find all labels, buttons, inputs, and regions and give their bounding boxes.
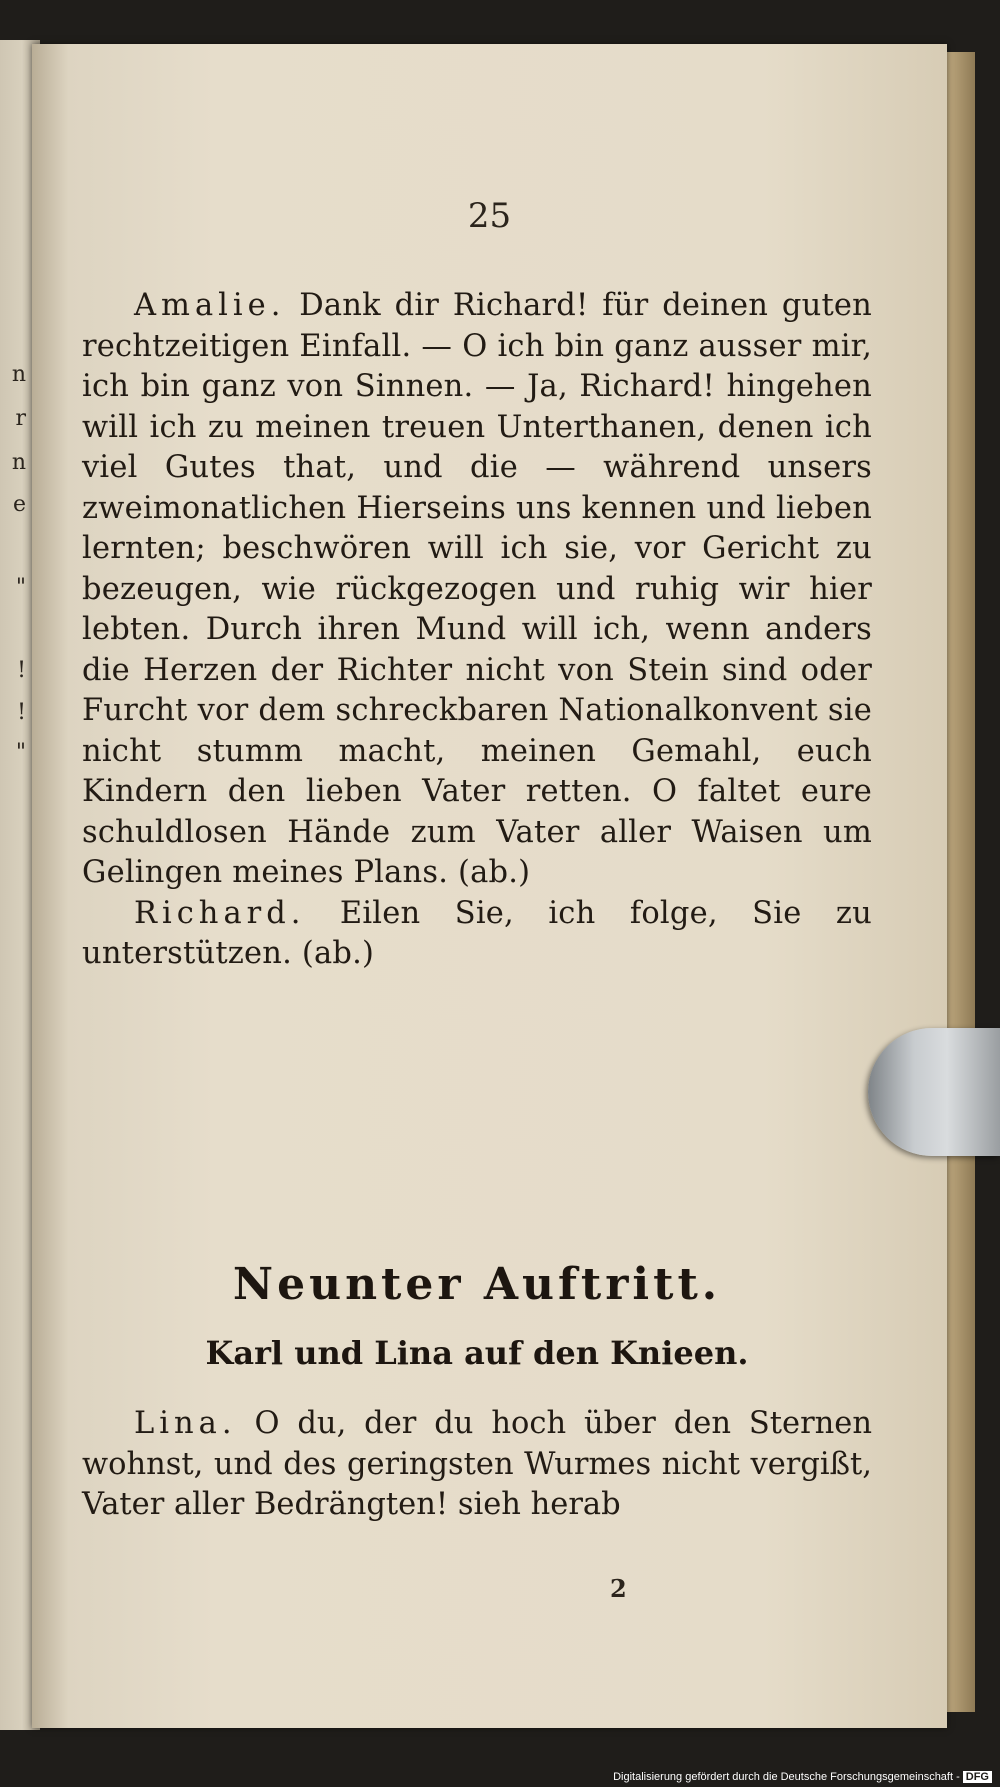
speaker-name: Richard.	[134, 895, 306, 931]
left-page-fragment: r	[15, 406, 26, 431]
left-page-fragment: "	[15, 740, 26, 765]
left-page-fragment: e	[12, 492, 26, 517]
left-page-fragment: n	[11, 362, 26, 387]
dialogue-paragraph	[82, 286, 872, 894]
footer-credit	[613, 1771, 992, 1783]
dialogue-block-2	[82, 1404, 872, 1526]
dialogue-text: Eilen Sie, ich folge, Sie zu unterstützen. (ab.)	[82, 895, 872, 971]
page-turn-tab[interactable]	[868, 1028, 1000, 1156]
left-page-fragment: !	[17, 658, 26, 683]
footer-text: Digitalisierung gefördert durch die Deutsche Forschungsgemeinschaft -	[613, 1771, 960, 1783]
dfg-badge: DFG	[963, 1771, 992, 1783]
speaker-name: Amalie.	[134, 288, 286, 323]
book-page	[32, 44, 947, 1728]
dialogue-paragraph	[82, 1404, 872, 1526]
left-page-fragment: "	[15, 575, 26, 600]
dialogue-block	[82, 286, 872, 975]
dialogue-text: O du, der du hoch über den Sternen wohnst, und des geringsten Wurmes nicht vergißt, Vater aller Bedrängten! sieh herab	[82, 1406, 872, 1522]
dialogue-text: Dank dir Richard! für deinen guten rechtzeitigen Einfall. — O ich bin ganz ausser mir, ich bin ganz von Sinnen. — Ja, Richard! hingehen will ich zu meinen treuen Unterthanen, denen ich viel Gutes that, und die — während unsers zweimonatlichen Hierseins uns kennen und lieben lernten; beschwören will ich sie, vor Gericht zu bezeugen, wie rückgezogen und ruhig wir hier lebten. Durch ihren Mund will ich, wenn anders die Herzen der Richter nicht von Stein sind oder Furcht vor dem schreckbaren Nationalkonvent sie nicht stumm macht, meinen Gemahl, euch Kindern den lieben Vater retten. O faltet eure schuldlosen Hände zum Vater aller Waisen um Gelingen meines Plans. (ab.)	[82, 288, 872, 890]
page-number: 25	[467, 196, 512, 236]
scene-subheading: Karl und Lina auf den Knieen.	[205, 1334, 749, 1372]
dialogue-paragraph	[82, 894, 872, 975]
scene-heading: Neunter Auftritt.	[232, 1259, 722, 1310]
left-page-fragment: !	[17, 700, 26, 725]
speaker-name: Lina.	[134, 1406, 237, 1441]
signature-mark: 2	[610, 1574, 627, 1603]
left-page-fragment: n	[11, 450, 26, 475]
